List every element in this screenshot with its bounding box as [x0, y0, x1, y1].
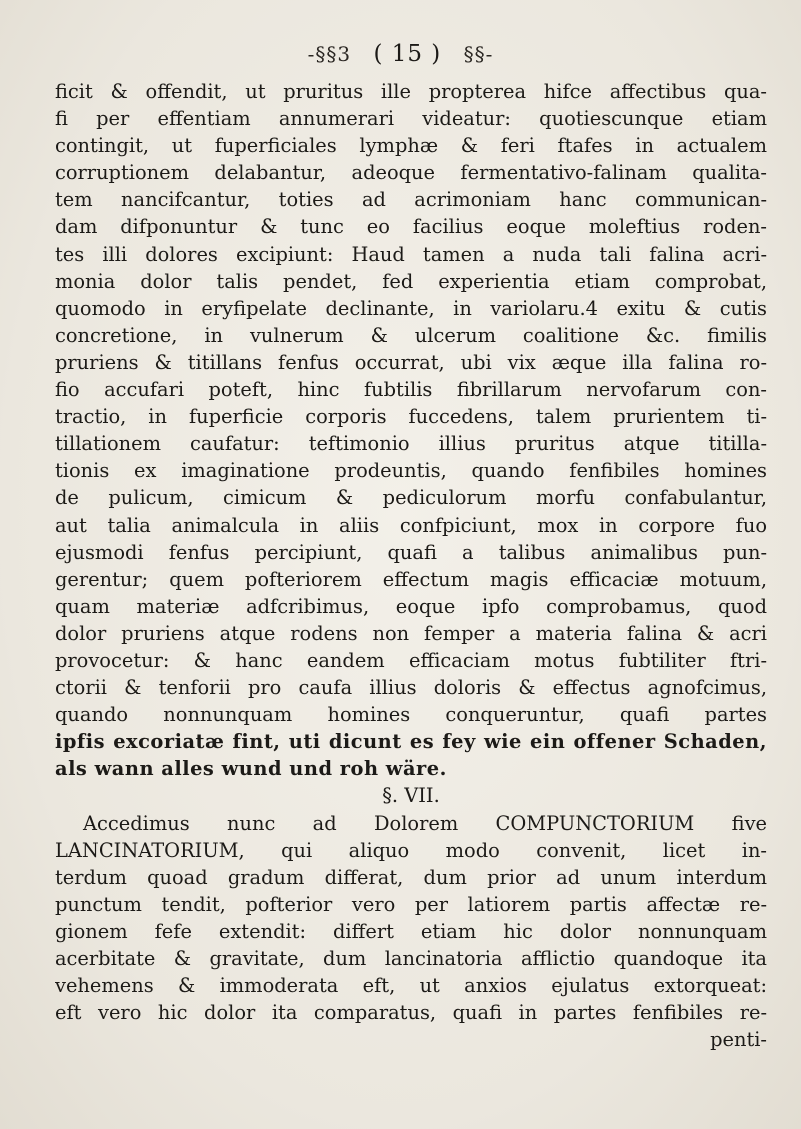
text-line: tillationem caufatur: teftimonio illius pruritus atque titilla- — [55, 432, 767, 456]
text-line: corruptionem delabantur, adeoque fermentativo-falinam qualita- — [55, 161, 767, 185]
left-ornament: -§§3 — [307, 42, 352, 66]
text-line: fio accufari poteft, hinc fubtilis fibrillarum nervofarum con- — [55, 378, 767, 402]
right-ornament: §§- — [463, 42, 494, 66]
text-line: ficit & offendit, ut pruritus ille propterea hifce affectibus qua- — [55, 80, 767, 103]
catchword: penti- — [710, 1028, 767, 1052]
text-line: quam materiæ adfcribimus, eoque ipfo comprobamus, quod — [55, 594, 767, 618]
text-line: contingit, ut fuperficiales lymphæ & feri ftafes in actualem — [55, 134, 767, 158]
text-line: acerbitate & gravitate, dum lancinatoria afflictio quandoque ita — [55, 947, 767, 970]
section-heading: §. VII. — [382, 784, 440, 808]
text-line: pruriens & titillans fenfus occurrat, ubi vix æque illa falina ro- — [55, 350, 767, 374]
text-line: Accedimus nunc ad Dolorem COMPUNCTORIUM five — [83, 811, 767, 835]
page-header — [0, 40, 801, 74]
text-line: tractio, in fuperficie corporis fuccedens, talem prurientem ti- — [55, 405, 767, 429]
text-line: dolor pruriens atque rodens non femper a materia falina & acri — [55, 621, 767, 645]
body-text — [55, 78, 767, 1053]
text-line-german: als wann alles wund und roh wäre. — [55, 757, 447, 781]
text-line-german: ipfis excoriatæ fint, uti dicunt es fey wie ein offener Schaden, — [55, 730, 767, 754]
text-line: aut talia animalcula in aliis confpiciunt, mox in corpore fuo — [55, 513, 767, 537]
text-line: concretione, in vulnerum & ulcerum coalitione &c. fimilis — [55, 323, 767, 347]
text-line: quomodo in eryfipelate declinante, in variolaru.4 exitu & cutis — [55, 296, 767, 320]
text-line: tes illi dolores excipiunt: Haud tamen a nuda tali falina acri- — [55, 242, 767, 266]
text-line: dam difponuntur & tunc eo facilius eoque moleftius roden- — [55, 215, 767, 239]
text-line: quando nonnunquam homines conqueruntur, quafi partes — [55, 703, 767, 727]
text-line: de pulicum, cimicum & pediculorum morfu confabulantur, — [55, 486, 767, 510]
text-line: monia dolor talis pendet, fed experientia etiam comprobat, — [55, 269, 767, 293]
text-line: terdum quoad gradum differat, dum prior ad unum interdum — [55, 865, 767, 889]
page-number: ( 15 ) — [373, 41, 442, 67]
text-line: gerentur; quem pofteriorem effectum magis efficaciæ motuum, — [55, 567, 767, 591]
text-line: eft vero hic dolor ita comparatus, quafi in partes fenfibiles re- — [55, 1001, 767, 1025]
text-line: ctorii & tenforii pro caufa illius doloris & effectus agnofcimus, — [55, 676, 767, 700]
text-line: vehemens & immoderata eft, ut anxios ejulatus extorqueat: — [55, 974, 767, 998]
text-line: fi per effentiam annumerari videatur: quotiescunque etiam — [55, 107, 767, 131]
text-line: ejusmodi fenfus percipiunt, quafi a talibus animalibus pun- — [55, 540, 767, 564]
text-line: punctum tendit, pofterior vero per latiorem partis affectæ re- — [55, 892, 767, 916]
text-line: tionis ex imaginatione prodeuntis, quando fenfibiles homines — [55, 459, 767, 483]
text-line: LANCINATORIUM, qui aliquo modo convenit, licet in- — [55, 838, 767, 862]
text-line: tem nancifcantur, toties ad acrimoniam hanc communican- — [55, 188, 767, 212]
text-line: gionem fefe extendit: differt etiam hic dolor nonnunquam — [55, 919, 767, 943]
text-line: provocetur: & hanc eandem efficaciam motus fubtiliter ftri- — [55, 648, 767, 672]
